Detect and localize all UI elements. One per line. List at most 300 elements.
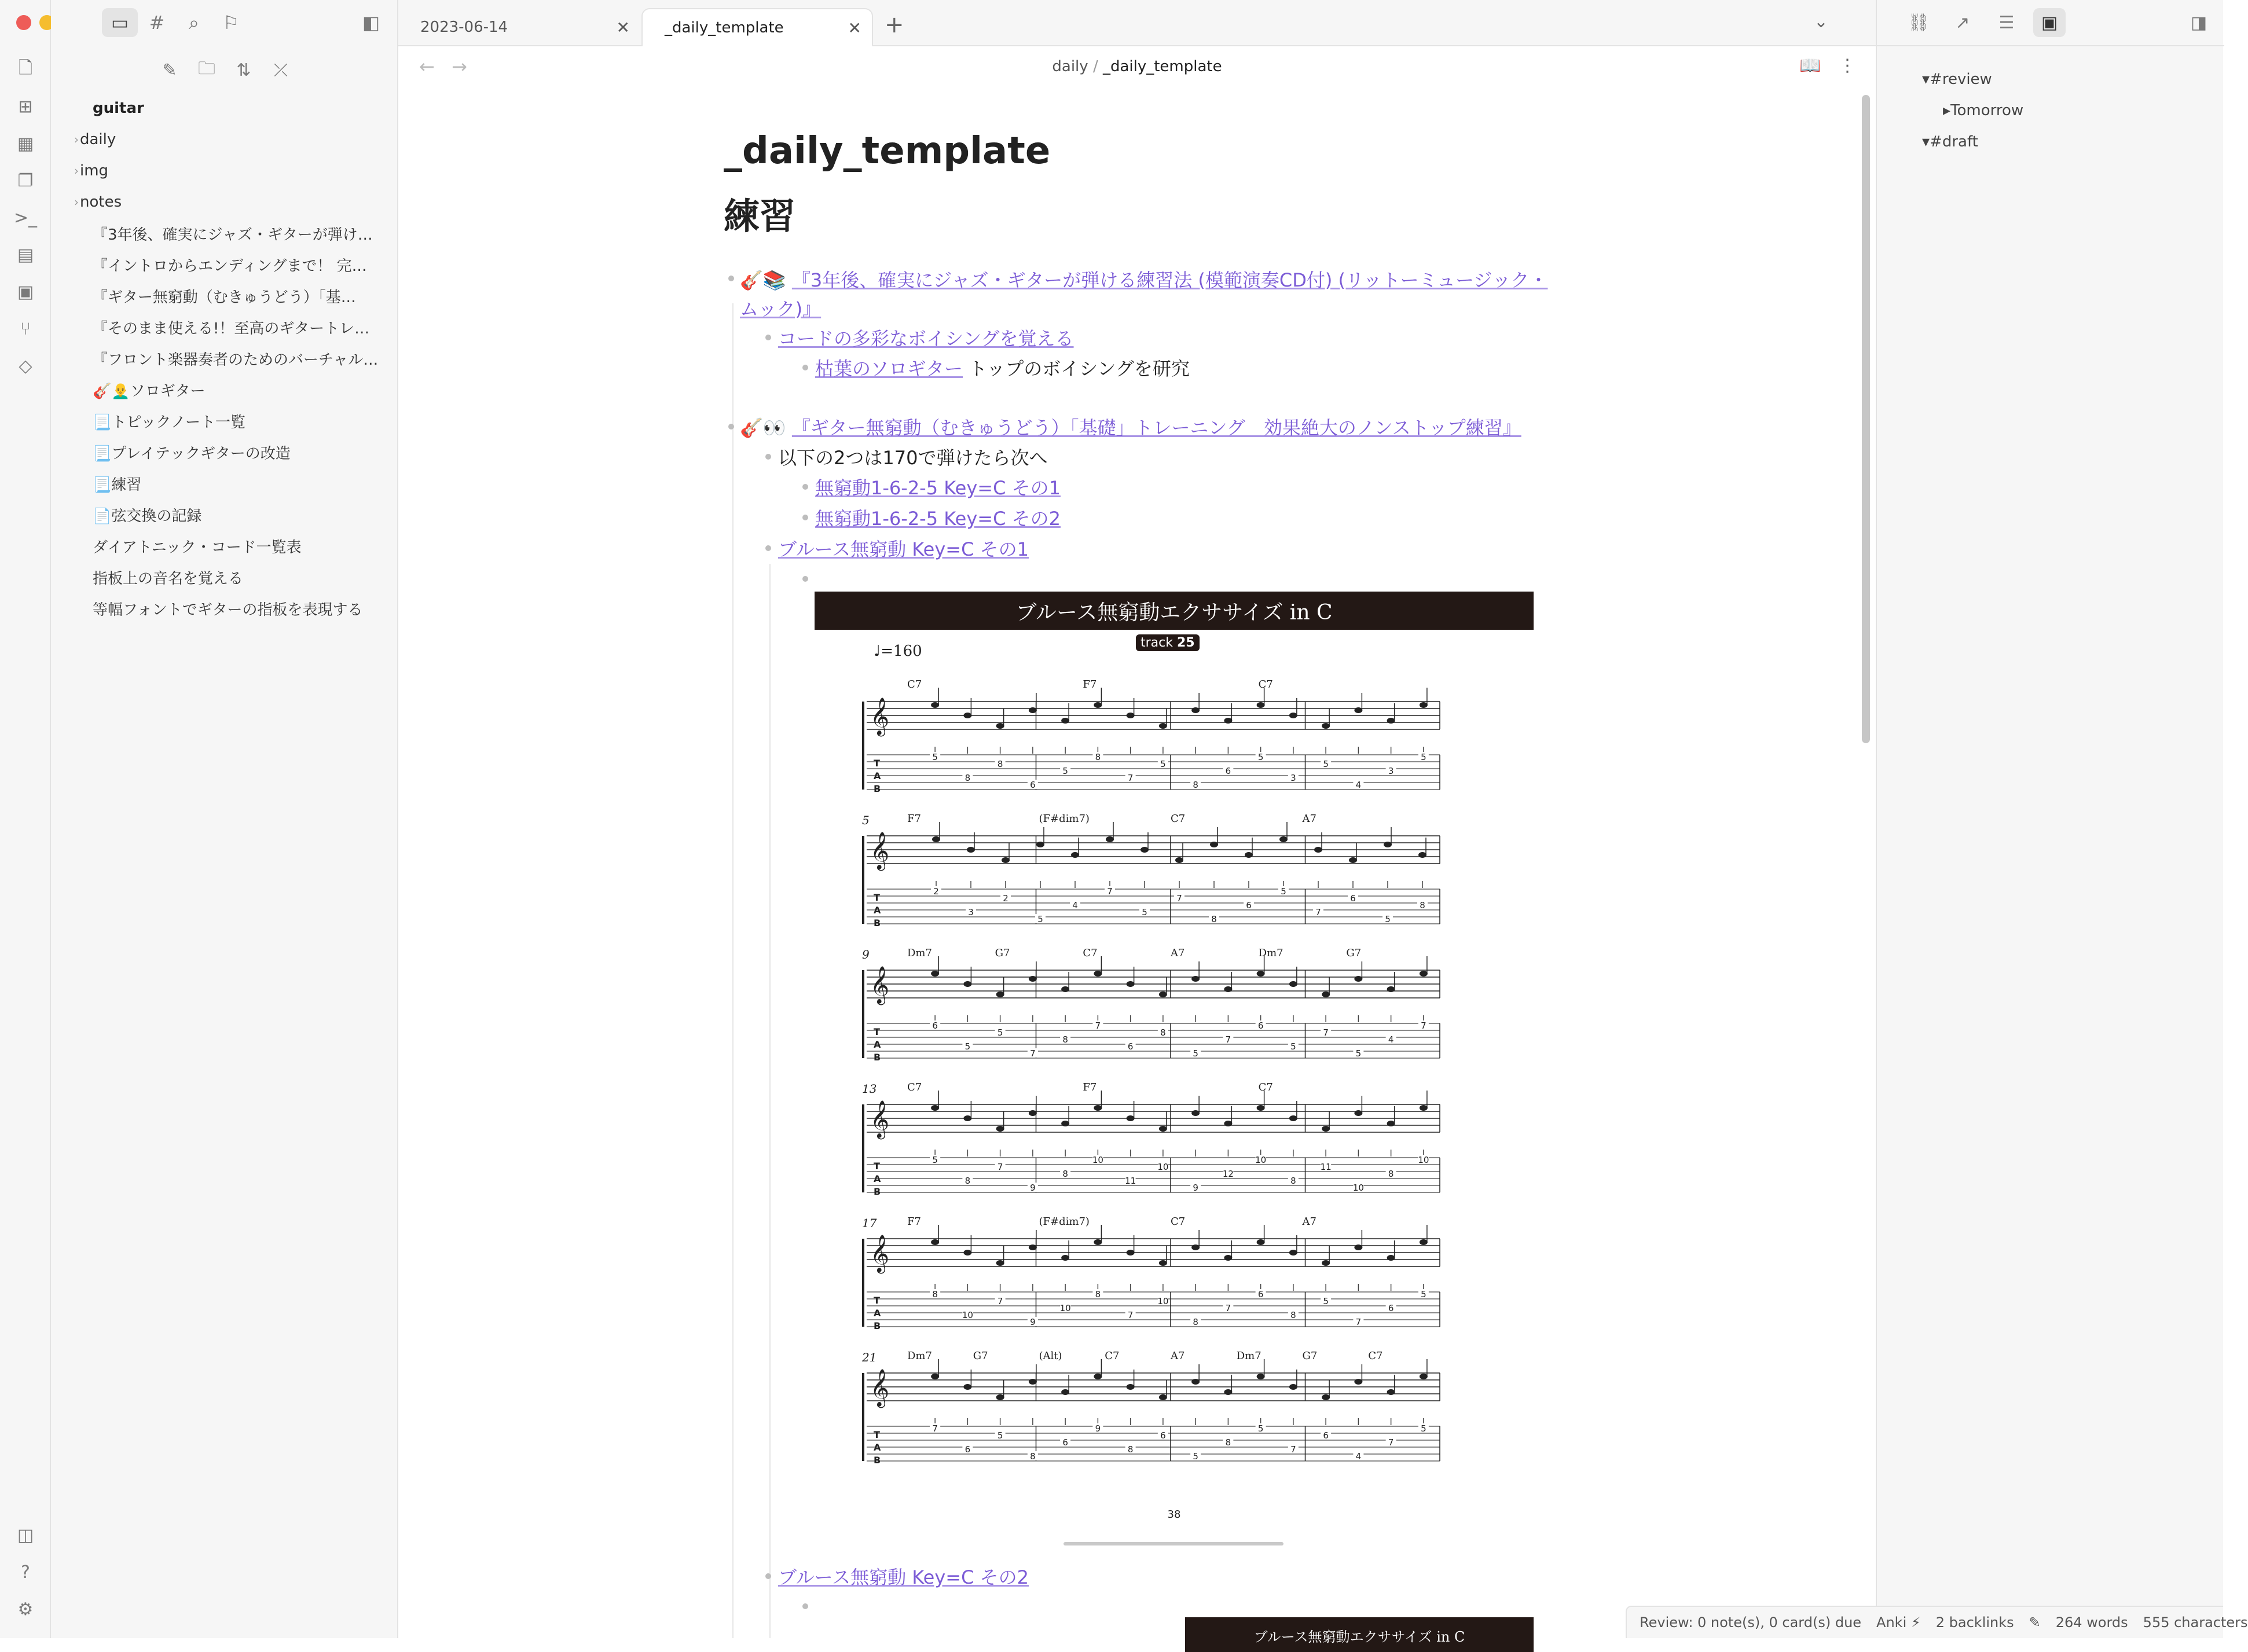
note-head: [1094, 971, 1102, 976]
list-item-ex2: [815, 504, 1061, 531]
file-item[interactable]: [51, 311, 398, 343]
chord-symbol: G7: [1302, 1350, 1318, 1362]
note-head: [1224, 1389, 1232, 1395]
note-head: [1127, 1115, 1135, 1121]
link-exercise1[interactable]: 無窮動1-6-2-5 Key=C その1: [815, 477, 1061, 499]
indent-guide: [732, 436, 734, 1638]
image-resize-handle[interactable]: [1064, 1542, 1283, 1545]
close-tab-icon[interactable]: ✕: [616, 17, 630, 37]
note-head: [1191, 707, 1200, 713]
tab-clef-b: B: [874, 1052, 881, 1063]
note-head: [1061, 718, 1069, 724]
link-book1-cont[interactable]: ムック)』: [740, 298, 822, 320]
tree-item-label: 『ギター無窮動（むきゅうどう）「基…: [93, 288, 356, 306]
note-head: [1224, 986, 1232, 992]
scrollbar[interactable]: [1862, 95, 1870, 743]
tab-number: 5: [1193, 1451, 1198, 1462]
note-head: [1094, 1374, 1102, 1379]
tab-number: 5: [1257, 1423, 1264, 1434]
note-head: [1257, 1374, 1265, 1379]
tab-number: 10: [1157, 1296, 1169, 1306]
more-options-icon[interactable]: ⋮: [1839, 56, 1856, 76]
tab-number: 6: [1246, 900, 1252, 911]
backlinks-icon[interactable]: ⛓: [1907, 12, 1930, 33]
note-head: [996, 1126, 1004, 1132]
tab-clef-a: A: [874, 1308, 881, 1319]
chord-symbol: C7: [907, 1081, 922, 1093]
settings-icon[interactable]: ⚙: [17, 1599, 34, 1620]
list-item-book1: [740, 266, 1547, 292]
tab-number: 6: [1257, 1289, 1264, 1299]
tab-number: 10: [1059, 1303, 1071, 1313]
link-blues1[interactable]: ブルース無窮動 Key=C その1: [778, 538, 1029, 560]
char-count: 555 characters: [2143, 1614, 2248, 1631]
note-head: [1127, 713, 1135, 718]
book-emoji: 🎸📚: [740, 269, 786, 291]
note-head: [1071, 852, 1079, 858]
tab-number: 5: [932, 752, 938, 762]
chord-symbol: C7: [1105, 1350, 1120, 1362]
tab-2023-06-14[interactable]: [398, 8, 640, 46]
tab-number: 8: [932, 1289, 938, 1299]
terminal-icon[interactable]: >_: [13, 207, 38, 228]
tree-item-label: 📃プレイテックギターの改造: [93, 445, 291, 462]
note-head: [1106, 836, 1114, 842]
tab-number: 7: [1421, 1020, 1426, 1031]
right-sidebar: [1876, 0, 2223, 1638]
outline-panel: [1877, 64, 2224, 157]
edit-pencil-icon[interactable]: ✎: [2029, 1614, 2041, 1631]
chord-symbol: F7: [907, 1216, 921, 1228]
vault-name[interactable]: guitar: [93, 100, 144, 117]
graph-icon[interactable]: ⑂: [20, 318, 31, 339]
note-head: [1224, 1121, 1232, 1126]
tab-clef-t: T: [874, 1026, 880, 1037]
chevron-right-icon: ›: [74, 164, 79, 178]
tab-clef-a: A: [874, 1173, 881, 1184]
collapse-all-button[interactable]: ⤫: [274, 60, 288, 80]
outline-icon[interactable]: ☰: [1998, 12, 2015, 33]
indent-guide: [769, 564, 771, 1638]
sort-button[interactable]: ⇅: [236, 60, 251, 80]
help-icon[interactable]: ?: [21, 1562, 30, 1583]
link-book2[interactable]: 『ギター無窮動（むきゅうどう）「基礎」トレーニング 効果絶大のノンストップ練習』: [791, 417, 1521, 439]
note-head: [1191, 1110, 1200, 1116]
note-head: [963, 713, 971, 718]
tab-number: 5: [1281, 886, 1286, 897]
note-head: [1127, 1250, 1135, 1255]
chord-symbol: C7: [1258, 678, 1273, 691]
file-item[interactable]: [51, 374, 398, 405]
chord-symbol: Dm7: [1236, 1350, 1261, 1362]
chord-symbol: A7: [1302, 813, 1316, 825]
list-item-solo: [815, 354, 1190, 381]
tab-number: 5: [1355, 1048, 1362, 1059]
note-head: [932, 836, 940, 842]
tab-number: 10: [1157, 1162, 1169, 1172]
tab-clef-a: A: [874, 1442, 881, 1453]
note-head: [1257, 702, 1265, 708]
note-head: [931, 1105, 939, 1111]
chord-symbol: G7: [973, 1350, 988, 1362]
tab-number: 5: [1323, 1296, 1329, 1306]
note-head: [1387, 1121, 1395, 1126]
measure-number: 17: [862, 1216, 877, 1230]
note-head: [1127, 981, 1135, 987]
tab-number: 5: [1323, 759, 1329, 769]
tree-item-label: 『3年後、確実にジャズ・ギターが弾け…: [93, 226, 373, 244]
tab-number: 8: [1095, 752, 1101, 762]
note-head: [996, 723, 1004, 729]
tab-number: 7: [1127, 1310, 1134, 1320]
chord-symbol: Dm7: [907, 1350, 932, 1362]
note-head: [1245, 852, 1253, 858]
review-status[interactable]: Review: 0 note(s), 0 card(s) due: [1640, 1614, 1862, 1631]
tab-number: 5: [1421, 1423, 1426, 1434]
folder-notes[interactable]: [51, 186, 398, 218]
note-head: [1159, 1126, 1167, 1132]
tab-bar: [398, 0, 1876, 46]
note-head: [1289, 1384, 1297, 1390]
tab-number: 8: [997, 759, 1003, 769]
note-head: [1420, 1239, 1428, 1245]
tab-clef-b: B: [874, 1186, 881, 1197]
view-header: [398, 46, 1876, 89]
tab-number: 9: [1095, 1423, 1101, 1434]
tab-number: 2: [933, 886, 939, 897]
note-head: [1094, 1105, 1102, 1111]
note-head: [1257, 1239, 1265, 1245]
tab-number: 3: [1388, 766, 1394, 776]
chord-symbol: (F#dim7): [1039, 813, 1090, 825]
file-item[interactable]: [51, 499, 398, 530]
tab-number: 6: [932, 1020, 938, 1031]
file-item[interactable]: [51, 405, 398, 436]
note-head: [1061, 1389, 1069, 1395]
new-tab-icon[interactable]: +: [885, 12, 904, 38]
score-page-number: 38: [1167, 1508, 1181, 1521]
note-head: [1354, 976, 1362, 982]
tab-number: 5: [1257, 752, 1264, 762]
tab-number: 7: [1107, 886, 1113, 897]
right-sidebar-tabs: [1877, 0, 2224, 46]
note-head: [1175, 857, 1183, 863]
link-voicing[interactable]: コードの多彩なボイシングを覚える: [778, 328, 1074, 350]
list-bullet: [765, 545, 771, 551]
new-note-button[interactable]: ✎: [162, 60, 177, 80]
note-head: [1002, 857, 1010, 863]
tab-label: 2023-06-14: [420, 19, 508, 36]
track-number: 25: [1177, 636, 1195, 650]
tab-number: 4: [1388, 1034, 1394, 1045]
tab-clef-b: B: [874, 1320, 881, 1331]
note-head: [1159, 992, 1167, 997]
file-item[interactable]: [51, 436, 398, 468]
measure-number: 21: [862, 1350, 877, 1364]
outgoing-links-icon[interactable]: ↗: [1955, 12, 1970, 33]
note-head: [1140, 847, 1149, 853]
tab-number: 7: [1315, 907, 1321, 917]
book-emoji: 🎸👀: [740, 417, 786, 439]
note-head: [1289, 1115, 1297, 1121]
note-title: _daily_template: [724, 130, 1051, 172]
note-head: [1289, 981, 1297, 987]
tab-number: 8: [1225, 1437, 1231, 1448]
right-sidebar-toggle-icon[interactable]: ◨: [2190, 12, 2207, 33]
file-item[interactable]: [51, 468, 398, 499]
note-head: [1322, 1394, 1330, 1400]
forward-arrow-icon[interactable]: →: [452, 56, 467, 78]
list-item-blues2: [778, 1563, 1029, 1589]
new-folder-button[interactable]: 🗀: [198, 58, 215, 79]
chord-symbol: A7: [1171, 947, 1185, 959]
tab-number: 6: [1257, 1020, 1264, 1031]
score-image-2[interactable]: ブルース無窮動エクササイズ in C: [1185, 1617, 1534, 1652]
treble-clef: 𝄞: [870, 1235, 890, 1272]
note-head: [1029, 1379, 1037, 1385]
note-head: [1224, 1255, 1232, 1261]
link-book1[interactable]: 『3年後、確実にジャズ・ギターが弾ける練習法 (模範演奏CD付) (リットーミュージック・: [791, 269, 1548, 291]
score-image[interactable]: [815, 592, 1534, 1529]
anki-status[interactable]: Anki ⚡: [1876, 1614, 1921, 1631]
chord-symbol: C7: [1258, 1081, 1273, 1093]
outline-item-tomorrow[interactable]: ▸Tomorrow: [1943, 102, 2024, 119]
tab-number: 5: [1160, 759, 1166, 769]
note-content[interactable]: [398, 89, 1876, 1645]
tree-item-label: 指板上の音名を覚える: [93, 570, 244, 588]
bookmark-icon[interactable]: ⚐: [222, 12, 240, 34]
tags-icon[interactable]: #: [149, 12, 165, 34]
tab-number: 7: [932, 1423, 938, 1434]
tab-number: 8: [965, 773, 971, 783]
note-head: [996, 1394, 1004, 1400]
chord-symbol: C7: [1083, 947, 1098, 959]
note-head: [1354, 707, 1362, 713]
tab-number: 8: [1062, 1034, 1068, 1045]
tree-item-label: notes: [80, 193, 122, 211]
tab-number: 4: [1355, 1451, 1362, 1462]
list-bullet: [728, 276, 734, 281]
chord-symbol: C7: [1368, 1350, 1383, 1362]
anki-icon[interactable]: ▣: [17, 281, 34, 302]
list-bullet: [765, 1573, 771, 1579]
chevron-right-icon: ›: [74, 195, 79, 209]
treble-clef: 𝄞: [870, 697, 890, 735]
score-notation: [815, 592, 1534, 1495]
chord-symbol: Dm7: [1258, 947, 1283, 959]
note-head: [1224, 718, 1232, 724]
chord-symbol: F7: [1083, 678, 1097, 691]
tab-number: 5: [965, 1041, 971, 1052]
tab-number: 5: [1142, 907, 1147, 917]
note-head: [1420, 702, 1428, 708]
file-item[interactable]: [51, 249, 398, 280]
tab-number: 7: [1127, 773, 1134, 783]
note-head: [1094, 1239, 1102, 1245]
note-head: [1191, 1244, 1200, 1250]
file-item[interactable]: [51, 530, 398, 561]
chevron-right-icon: ›: [74, 133, 79, 146]
tab-number: 8: [1290, 1176, 1296, 1186]
tab-number: 7: [1225, 1034, 1231, 1045]
tree-item-label: 📃練習: [93, 476, 142, 494]
note-head: [1279, 836, 1288, 842]
outline-item-draft[interactable]: ▾#draft: [1922, 133, 1978, 150]
tab-number: 8: [965, 1176, 971, 1186]
tree-item-label: 📄弦交換の記録: [93, 507, 202, 525]
folder-icon[interactable]: ▭: [102, 8, 138, 37]
search-icon[interactable]: ⌕: [189, 11, 199, 34]
note-head: [931, 1374, 939, 1379]
tab-number: 8: [1290, 1310, 1296, 1320]
file-item[interactable]: [51, 343, 398, 374]
breadcrumb-folder[interactable]: daily: [1052, 58, 1088, 75]
tab-number: 5: [1421, 1289, 1426, 1299]
template-icon[interactable]: ▤: [17, 244, 34, 265]
link-exercise2[interactable]: 無窮動1-6-2-5 Key=C その2: [815, 508, 1061, 530]
tree-item-label: daily: [80, 131, 116, 148]
tab-number: 6: [1127, 1041, 1134, 1052]
tab-number: 8: [1193, 1317, 1198, 1327]
tab-number: 7: [1095, 1020, 1101, 1031]
folder-daily[interactable]: [51, 124, 398, 155]
chord-symbol: C7: [907, 678, 922, 691]
note-head: [1159, 1260, 1167, 1266]
note-head: [1322, 723, 1330, 729]
tree-item-label: 『そのまま使える!！至高のギタートレ…: [93, 320, 370, 337]
solo-text: トップのボイシングを研究: [969, 358, 1190, 380]
tab-number: 6: [1030, 780, 1036, 790]
chord-symbol: A7: [1302, 1216, 1316, 1228]
note-head: [1384, 842, 1392, 847]
note-head: [1289, 713, 1297, 718]
status-bar: [1626, 1606, 2248, 1638]
tab-number: 8: [1095, 1289, 1101, 1299]
tab-number: 10: [1255, 1155, 1267, 1165]
sidebar-toggle-icon[interactable]: ◧: [362, 12, 380, 34]
tab-daily-template[interactable]: [641, 8, 873, 46]
list-bullet: [802, 1603, 808, 1609]
note-head: [1159, 1394, 1167, 1400]
note-head: [1127, 1384, 1135, 1390]
tree-item-label: 『イントロからエンディングまで！ 完…: [93, 257, 367, 275]
tree-item-label: img: [80, 162, 109, 179]
treble-clef: 𝄞: [870, 832, 890, 869]
measure-number: 5: [862, 813, 870, 827]
tab-number: 5: [932, 1155, 938, 1165]
breadcrumb: [398, 58, 1876, 75]
tab-number: 11: [1320, 1162, 1332, 1172]
chord-symbol: (Alt): [1039, 1350, 1062, 1362]
measure-number: 9: [862, 948, 870, 961]
note-head: [1257, 971, 1265, 976]
tab-number: 4: [1072, 900, 1078, 911]
note-head: [1354, 1244, 1362, 1250]
slides-icon[interactable]: ◇: [19, 355, 32, 376]
tab-number: 5: [1290, 1041, 1296, 1052]
calendar-icon[interactable]: ▦: [17, 133, 34, 154]
tab-clef-t: T: [874, 1295, 880, 1306]
close-tab-icon[interactable]: ✕: [848, 18, 861, 38]
link-blues2[interactable]: ブルース無窮動 Key=C その2: [778, 1566, 1029, 1588]
copy-icon[interactable]: ❐: [17, 170, 34, 191]
tempo-marking: ♩=160: [874, 643, 922, 660]
tab-number: 7: [1030, 1048, 1036, 1059]
list-item-tempo: 以下の2つは170で弾けたら次へ: [778, 447, 1048, 469]
tab-number: 3: [1290, 773, 1296, 783]
treble-clef: 𝄞: [870, 1100, 890, 1138]
tab-number: 7: [1225, 1303, 1231, 1313]
outline-item-review[interactable]: ▾#review: [1922, 71, 1992, 88]
tab-number: 7: [997, 1162, 1003, 1172]
canvas-icon[interactable]: ⊞: [18, 96, 33, 117]
file-actions: [51, 56, 398, 85]
note-head: [1029, 1110, 1037, 1116]
note-head: [1094, 702, 1102, 708]
tab-clef-b: B: [874, 1455, 881, 1466]
anki-panel-icon[interactable]: ▣: [2033, 8, 2066, 37]
tab-clef-a: A: [874, 905, 881, 916]
tab-number: 9: [1030, 1317, 1036, 1327]
backlinks-count[interactable]: 2 backlinks: [1935, 1614, 2014, 1631]
tab-clef-a: A: [874, 1039, 881, 1050]
breadcrumb-file[interactable]: _daily_template: [1102, 58, 1222, 75]
note-head: [1387, 718, 1395, 724]
note-head: [963, 1384, 971, 1390]
tree-item-label: 『フロント楽器奏者のためのバーチャル…: [93, 351, 379, 369]
heading-practice: 練習: [724, 195, 796, 237]
note-head: [1387, 986, 1395, 992]
list-item-voicing: [778, 324, 1074, 351]
track-label: track: [1140, 636, 1173, 650]
sidebar-tabs: [51, 0, 398, 45]
list-bullet: [802, 515, 808, 520]
file-item[interactable]: [51, 280, 398, 311]
folder-img[interactable]: [51, 155, 398, 186]
tab-number: 8: [1420, 900, 1425, 911]
tab-number: 8: [1211, 914, 1217, 924]
reading-view-icon[interactable]: 📖: [1799, 56, 1821, 76]
file-item[interactable]: [51, 561, 398, 593]
tab-number: 10: [1352, 1183, 1364, 1193]
note-head: [967, 847, 975, 853]
note-head: [1354, 1379, 1362, 1385]
tab-number: 4: [1355, 780, 1362, 790]
note-head: [1420, 971, 1428, 976]
tab-number: 6: [965, 1444, 971, 1455]
tab-number: 7: [1176, 893, 1182, 904]
note-head: [1289, 1250, 1297, 1255]
tab-number: 2: [1003, 893, 1009, 904]
tab-number: 8: [1160, 1027, 1166, 1038]
chevron-down-icon[interactable]: ⌄: [1813, 12, 1828, 32]
tab-number: 6: [1388, 1303, 1394, 1313]
back-arrow-icon[interactable]: ←: [419, 56, 435, 78]
vault-icon[interactable]: ◫: [17, 1525, 34, 1545]
close-window-button[interactable]: [16, 15, 31, 30]
link-solo-guitar[interactable]: 枯葉のソロギター: [815, 358, 963, 380]
tab-number: 6: [1062, 1437, 1068, 1448]
file-item[interactable]: [51, 593, 398, 624]
tab-number: 5: [1421, 752, 1426, 762]
file-explorer-sidebar: [51, 0, 398, 1638]
new-note-icon[interactable]: 🗋: [18, 57, 33, 78]
tab-number: 10: [962, 1310, 973, 1320]
breadcrumb-separator: /: [1092, 58, 1098, 75]
file-item[interactable]: [51, 218, 398, 249]
list-bullet: [728, 424, 734, 429]
tab-number: 8: [1062, 1169, 1068, 1179]
